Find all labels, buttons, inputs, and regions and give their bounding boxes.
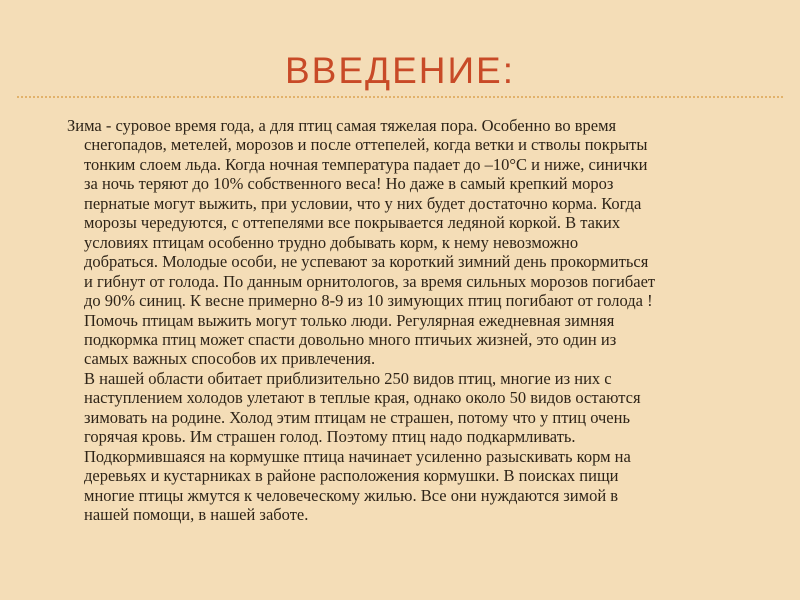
- body-line: подкормка птиц может спасти довольно много птичьих жизней, это один из: [84, 329, 617, 349]
- body-line: пернатые могут выжить, при условии, что у них будет достаточно корма. Когда: [84, 193, 642, 213]
- body-line: Подкормившаяся на кормушке птица начинает усиленно разыскивать корм на: [84, 446, 631, 466]
- body-line: до 90% синиц. К весне примерно 8-9 из 10 зимующих птиц погибают от голода !: [84, 291, 653, 311]
- body-line: горячая кровь. Им страшен голод. Поэтому птиц надо подкармливать.: [84, 427, 576, 447]
- slide-title: ВВЕДЕНИЕ:: [284, 50, 516, 91]
- slide-body-text: [67, 116, 784, 525]
- body-line: добраться. Молодые особи, не успевают за короткий зимний день прокормиться: [84, 252, 649, 272]
- body-line: условиях птицам особенно трудно добывать корм, к нему невозможно: [84, 232, 579, 252]
- body-line: В нашей области обитает приблизительно 250 видов птиц, многие из них с: [84, 368, 612, 388]
- body-line: Помочь птицам выжить могут только люди. Регулярная ежедневная зимняя: [84, 310, 615, 330]
- body-line: и гибнут от голода. По данным орнитологов, за время сильных морозов погибает: [84, 271, 656, 291]
- body-line: самых важных способов их привлечения.: [84, 349, 376, 369]
- body-line: за ночь теряют до 10% собственного веса! Но даже в самый крепкий мороз: [84, 174, 614, 194]
- body-line: наступлением холодов улетают в теплые края, однако около 50 видов остаются: [84, 388, 641, 408]
- body-line: нашей помощи, в нашей заботе.: [84, 505, 309, 525]
- body-line: многие птицы жмутся к человеческому жилью. Все они нуждаются зимой в: [84, 485, 619, 505]
- body-line: Зима - суровое время года, а для птиц самая тяжелая пора. Особенно во время: [67, 116, 617, 135]
- body-line: морозы чередуются, с оттепелями все покрывается ледяной коркой. В таких: [84, 213, 621, 233]
- body-line: снегопадов, метелей, морозов и после оттепелей, когда ветки и стволы покрыты: [84, 135, 648, 155]
- body-line: тонким слоем льда. Когда ночная температура падает до –10°С и ниже, синички: [84, 154, 648, 174]
- body-line: зимовать на родине. Холод этим птицам не страшен, потому что у птиц очень: [84, 407, 630, 427]
- title-divider: [17, 96, 783, 98]
- body-line: деревьях и кустарниках в районе расположения кормушки. В поисках пищи: [84, 466, 619, 486]
